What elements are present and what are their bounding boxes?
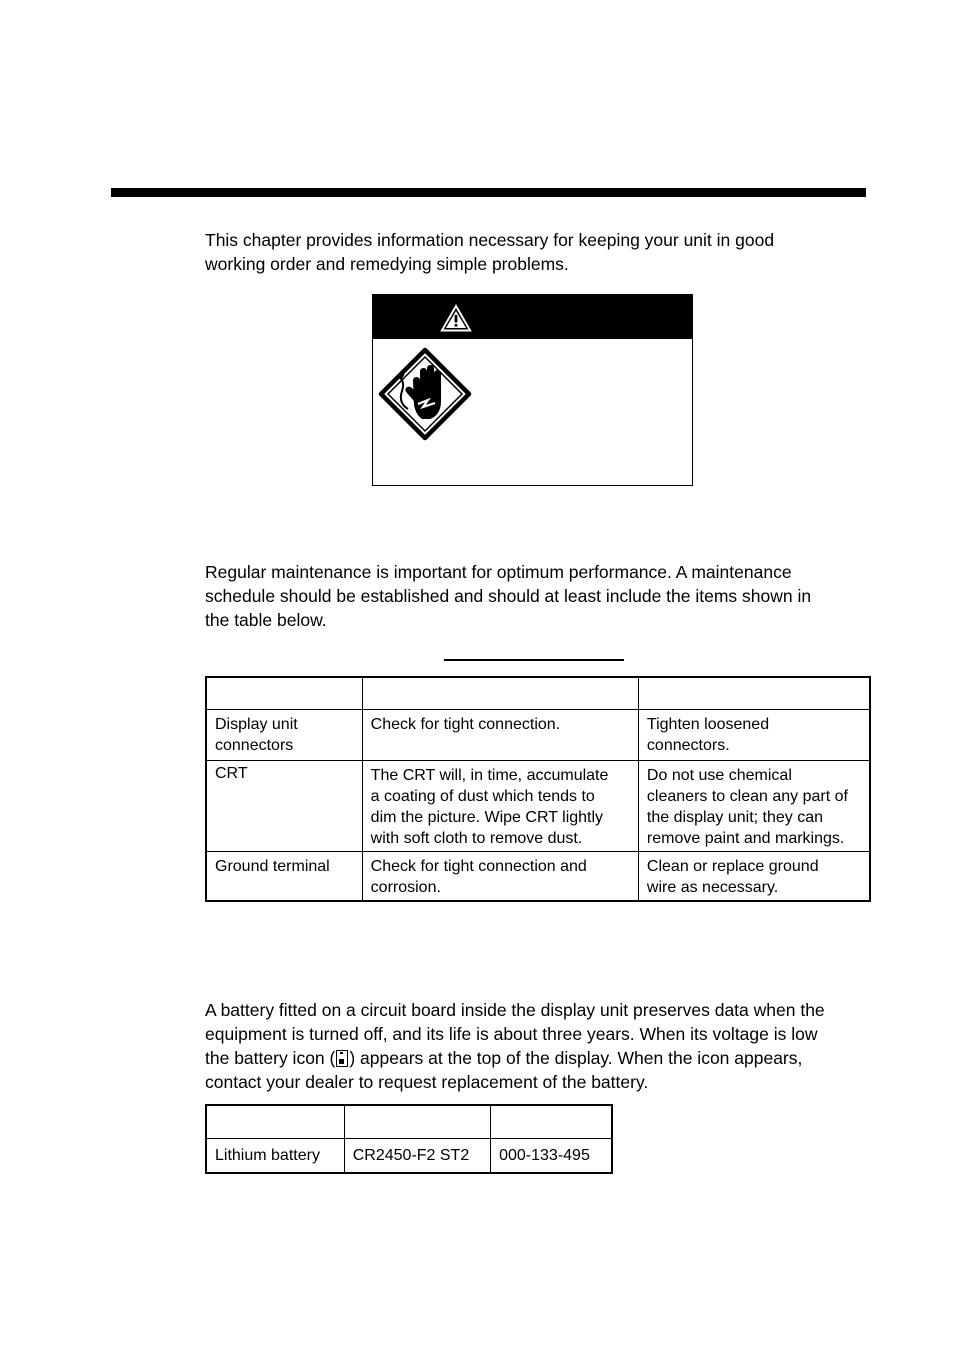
header-model (344, 1105, 490, 1139)
cell-text: CRT (215, 765, 248, 782)
cell-text: remove paint and markings. (646, 830, 845, 847)
table-header-row (206, 1105, 612, 1139)
battery-line (205, 1046, 825, 1070)
maintenance-line: the table below. (205, 610, 327, 630)
check-cell (362, 761, 638, 852)
electric-shock-hand-icon (378, 347, 472, 441)
item-cell (206, 710, 362, 761)
battery-line-text: ) appears at the top of the display. When the icon appears, (349, 1048, 803, 1068)
maintenance-paragraph (205, 560, 811, 632)
cell-text: Do not use chemical (646, 767, 792, 784)
table-row (206, 761, 870, 852)
table-header-row (206, 677, 870, 710)
battery-line: A battery fitted on a circuit board inside the display unit preserves data when the (205, 1000, 825, 1020)
intro-paragraph (205, 228, 774, 276)
warning-triangle-icon (439, 303, 473, 333)
cell-text: The CRT will, in time, accumulate (370, 767, 609, 784)
item-cell (206, 852, 362, 902)
maintenance-line: schedule should be established and should at least include the items shown in (205, 586, 812, 606)
warning-header (373, 295, 692, 339)
header-code (491, 1105, 612, 1139)
battery-table (205, 1104, 613, 1174)
remedy-cell (638, 761, 870, 852)
battery-low-icon (336, 1050, 348, 1067)
cell-text: Display unit (215, 716, 298, 733)
battery-line: equipment is turned off, and its life is about three years. When its voltage is low (205, 1024, 818, 1044)
cell-text: dim the picture. Wipe CRT lightly (370, 809, 604, 826)
header-check (362, 677, 638, 710)
battery-line-text: the battery icon ( (205, 1048, 336, 1068)
maintenance-table (205, 676, 871, 902)
battery-line: contact your dealer to request replacement of the battery. (205, 1072, 649, 1092)
cell-text: a coating of dust which tends to (370, 788, 595, 805)
battery-type-cell: Lithium battery (206, 1139, 344, 1174)
cell-text: corrosion. (370, 879, 441, 896)
cell-text: Tighten loosened (646, 716, 770, 733)
intro-line: working order and remedying simple problems. (205, 254, 569, 274)
cell-text: cleaners to clean any part of (646, 788, 848, 805)
cell-text: with soft cloth to remove dust. (370, 830, 583, 847)
cell-text: connectors (215, 737, 294, 754)
battery-paragraph (205, 998, 825, 1094)
header-remedy (638, 677, 870, 710)
check-cell (362, 852, 638, 902)
table-row (206, 852, 870, 902)
chapter-rule (111, 188, 866, 197)
cell-text: connectors. (646, 737, 730, 754)
warning-box (372, 294, 693, 486)
header-type (206, 1105, 344, 1139)
battery-code-cell: 000-133-495 (491, 1139, 612, 1174)
remedy-cell (638, 852, 870, 902)
cell-text: the display unit; they can (646, 809, 824, 826)
check-cell (362, 710, 638, 761)
intro-line: This chapter provides information necessary for keeping your unit in good (205, 230, 775, 250)
item-cell (206, 761, 362, 852)
cell-text: Check for tight connection. (370, 716, 561, 733)
table-row (206, 1139, 612, 1174)
table-title-underline (444, 659, 624, 661)
battery-model-cell: CR2450-F2 ST2 (344, 1139, 490, 1174)
header-item (206, 677, 362, 710)
table-row (206, 710, 870, 761)
cell-text: Ground terminal (215, 858, 330, 875)
cell-text: Clean or replace ground (646, 858, 819, 875)
cell-text: wire as necessary. (646, 879, 779, 896)
cell-text: Check for tight connection and (370, 858, 587, 875)
maintenance-line: Regular maintenance is important for optimum performance. A maintenance (205, 562, 792, 582)
remedy-cell (638, 710, 870, 761)
